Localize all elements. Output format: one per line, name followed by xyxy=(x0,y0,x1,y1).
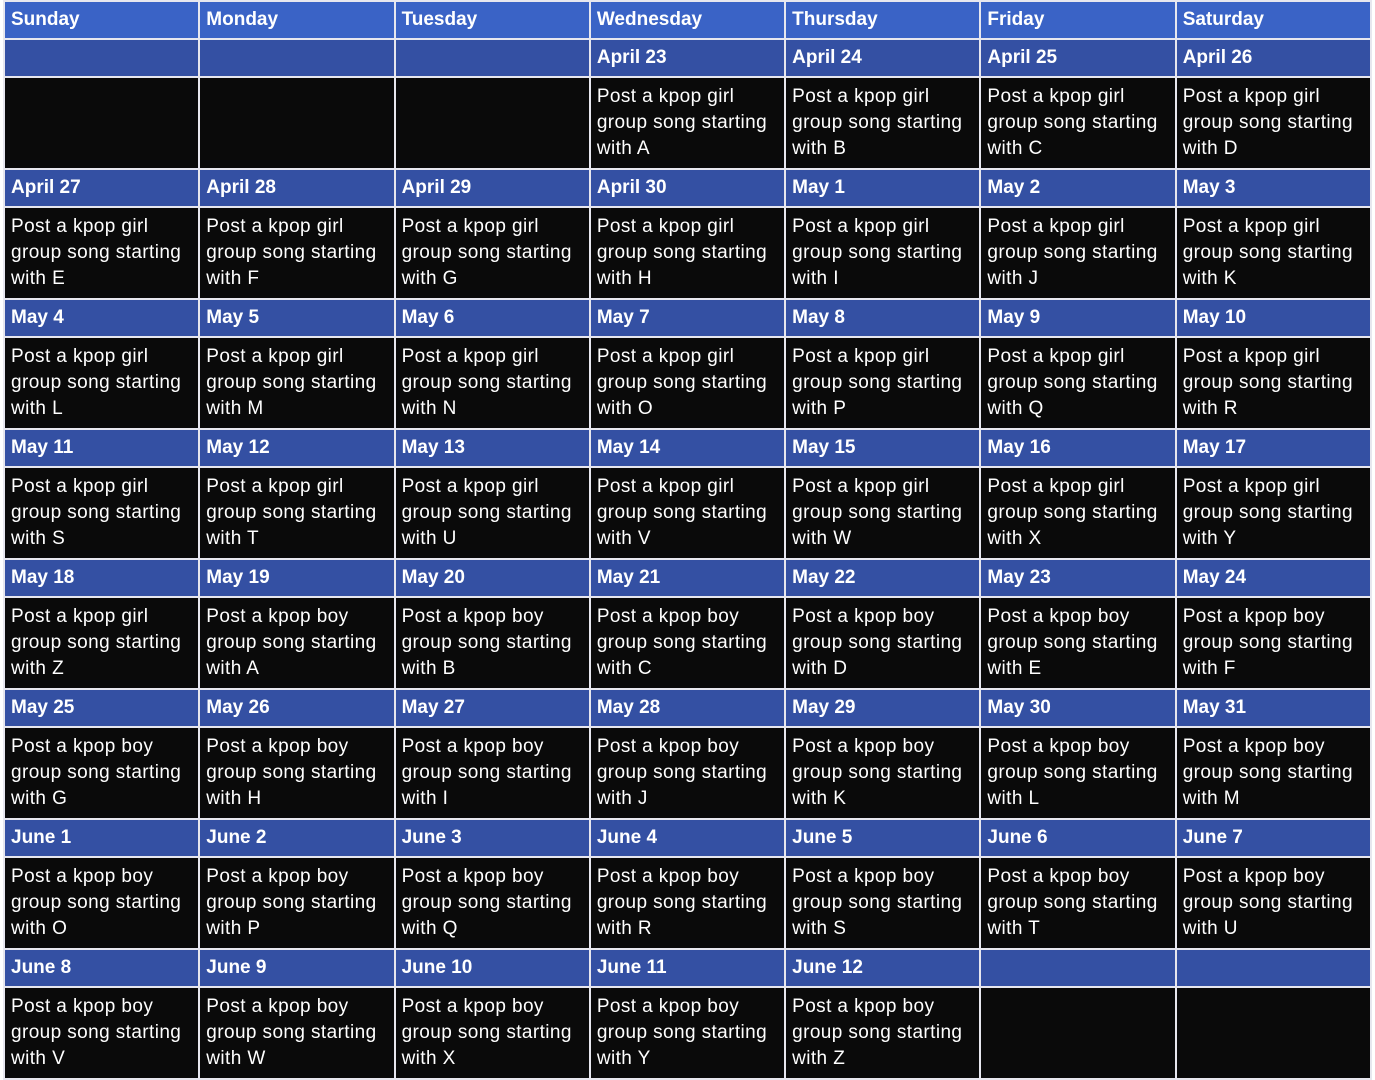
task-text: Post a kpop girl group song starting with C xyxy=(987,86,1158,159)
date-label: May 12 xyxy=(199,429,394,467)
calendar-grid xyxy=(3,0,1372,1080)
day-task-cell xyxy=(980,207,1175,299)
day-task-cell xyxy=(590,207,785,299)
date-label: May 13 xyxy=(395,429,590,467)
task-text: Post a kpop girl group song starting with A xyxy=(596,86,768,159)
task-text: Post a kpop boy group song starting with L xyxy=(987,736,1158,809)
day-task-cell xyxy=(1176,597,1371,689)
week-task-row xyxy=(4,207,1371,299)
date-label: June 4 xyxy=(590,819,785,857)
date-label xyxy=(4,39,199,77)
date-label: May 6 xyxy=(395,299,590,337)
task-text: Post a kpop girl group song starting with I xyxy=(792,216,963,289)
week-date-row xyxy=(4,689,1371,727)
date-label: May 21 xyxy=(590,559,785,597)
task-text: Post a kpop girl group song starting with N xyxy=(401,346,572,419)
day-task-cell xyxy=(395,207,590,299)
task-text: Post a kpop girl group song starting with Q xyxy=(987,346,1158,419)
calendar-body xyxy=(4,39,1371,1079)
day-task-cell xyxy=(199,987,394,1079)
weekday-header-friday: Friday xyxy=(980,1,1175,39)
task-text: Post a kpop girl group song starting with G xyxy=(401,216,572,289)
task-text: Post a kpop girl group song starting with Z xyxy=(11,606,182,679)
week-task-row xyxy=(4,337,1371,429)
date-label: May 18 xyxy=(4,559,199,597)
task-text: Post a kpop boy group song starting with S xyxy=(792,866,963,939)
day-task-cell xyxy=(785,77,980,169)
task-text: Post a kpop girl group song starting with W xyxy=(792,476,963,549)
date-label xyxy=(980,949,1175,987)
week-date-row xyxy=(4,559,1371,597)
task-text: Post a kpop girl group song starting with T xyxy=(206,476,377,549)
day-task-cell xyxy=(590,597,785,689)
task-text: Post a kpop girl group song starting with K xyxy=(1182,216,1353,289)
day-task-cell xyxy=(1176,467,1371,559)
week-task-row xyxy=(4,467,1371,559)
task-text: Post a kpop girl group song starting with V xyxy=(596,476,768,549)
task-text: Post a kpop boy group song starting with C xyxy=(596,606,768,679)
weekday-header-sunday: Sunday xyxy=(4,1,199,39)
week-date-row xyxy=(4,169,1371,207)
day-task-cell xyxy=(785,337,980,429)
date-label: June 7 xyxy=(1176,819,1371,857)
date-label: June 5 xyxy=(785,819,980,857)
date-label: June 11 xyxy=(590,949,785,987)
task-text: Post a kpop girl group song starting with S xyxy=(11,476,182,549)
week-date-row xyxy=(4,949,1371,987)
day-task-cell xyxy=(785,467,980,559)
day-task-cell xyxy=(199,597,394,689)
task-text: Post a kpop boy group song starting with J xyxy=(596,736,768,809)
date-label: April 30 xyxy=(590,169,785,207)
week-date-row xyxy=(4,819,1371,857)
task-text: Post a kpop girl group song starting with D xyxy=(1182,86,1353,159)
task-text: Post a kpop boy group song starting with B xyxy=(401,606,572,679)
date-label: May 22 xyxy=(785,559,980,597)
day-task-cell xyxy=(785,987,980,1079)
day-task-cell xyxy=(4,597,199,689)
week-date-row xyxy=(4,39,1371,77)
task-text: Post a kpop boy group song starting with A xyxy=(206,606,377,679)
task-text: Post a kpop boy group song starting with H xyxy=(206,736,377,809)
day-task-cell xyxy=(1176,207,1371,299)
week-date-row xyxy=(4,429,1371,467)
day-task-cell xyxy=(4,857,199,949)
date-label: May 11 xyxy=(4,429,199,467)
date-label: May 25 xyxy=(4,689,199,727)
task-text: Post a kpop boy group song starting with X xyxy=(401,996,572,1069)
date-label: June 6 xyxy=(980,819,1175,857)
day-task-cell xyxy=(4,77,199,169)
date-label: June 2 xyxy=(199,819,394,857)
date-label: May 29 xyxy=(785,689,980,727)
task-text: Post a kpop girl group song starting with H xyxy=(596,216,768,289)
day-task-cell xyxy=(785,727,980,819)
task-text: Post a kpop girl group song starting with U xyxy=(401,476,572,549)
task-text: Post a kpop girl group song starting with Y xyxy=(1182,476,1353,549)
day-task-cell xyxy=(4,727,199,819)
date-label: May 19 xyxy=(199,559,394,597)
task-text: Post a kpop boy group song starting with E xyxy=(987,606,1158,679)
task-text: Post a kpop boy group song starting with O xyxy=(11,866,182,939)
date-label: May 4 xyxy=(4,299,199,337)
task-text: Post a kpop boy group song starting with V xyxy=(11,996,182,1069)
date-label: June 3 xyxy=(395,819,590,857)
weekday-header-monday: Monday xyxy=(199,1,394,39)
week-task-row xyxy=(4,987,1371,1079)
date-label: May 2 xyxy=(980,169,1175,207)
day-task-cell xyxy=(199,857,394,949)
date-label: May 10 xyxy=(1176,299,1371,337)
weekday-header-thursday: Thursday xyxy=(785,1,980,39)
day-task-cell xyxy=(4,207,199,299)
day-task-cell xyxy=(590,857,785,949)
date-label: May 17 xyxy=(1176,429,1371,467)
task-text: Post a kpop girl group song starting with E xyxy=(11,216,182,289)
day-task-cell xyxy=(395,467,590,559)
task-text: Post a kpop boy group song starting with Q xyxy=(401,866,572,939)
week-task-row xyxy=(4,857,1371,949)
day-task-cell xyxy=(1176,857,1371,949)
day-task-cell xyxy=(1176,987,1371,1079)
day-task-cell xyxy=(395,337,590,429)
task-text: Post a kpop girl group song starting with X xyxy=(987,476,1158,549)
date-label: June 1 xyxy=(4,819,199,857)
task-text: Post a kpop girl group song starting with B xyxy=(792,86,963,159)
day-task-cell xyxy=(980,467,1175,559)
task-text: Post a kpop boy group song starting with R xyxy=(596,866,768,939)
task-text: Post a kpop boy group song starting with W xyxy=(206,996,377,1069)
day-task-cell xyxy=(199,77,394,169)
date-label: May 24 xyxy=(1176,559,1371,597)
date-label: May 30 xyxy=(980,689,1175,727)
day-task-cell xyxy=(1176,727,1371,819)
date-label: April 27 xyxy=(4,169,199,207)
date-label: May 27 xyxy=(395,689,590,727)
day-task-cell xyxy=(395,987,590,1079)
weekday-header-tuesday: Tuesday xyxy=(395,1,590,39)
task-text: Post a kpop boy group song starting with I xyxy=(401,736,572,809)
task-text: Post a kpop boy group song starting with G xyxy=(11,736,182,809)
date-label: June 10 xyxy=(395,949,590,987)
day-task-cell xyxy=(785,207,980,299)
day-task-cell xyxy=(395,857,590,949)
task-text: Post a kpop boy group song starting with F xyxy=(1182,606,1353,679)
day-task-cell xyxy=(395,727,590,819)
day-task-cell xyxy=(395,77,590,169)
task-text: Post a kpop girl group song starting with F xyxy=(206,216,377,289)
task-text: Post a kpop girl group song starting with O xyxy=(596,346,768,419)
date-label: May 3 xyxy=(1176,169,1371,207)
date-label: May 31 xyxy=(1176,689,1371,727)
date-label: May 5 xyxy=(199,299,394,337)
day-task-cell xyxy=(4,337,199,429)
day-task-cell xyxy=(590,337,785,429)
week-date-row xyxy=(4,299,1371,337)
week-task-row xyxy=(4,77,1371,169)
date-label: May 23 xyxy=(980,559,1175,597)
date-label xyxy=(395,39,590,77)
task-text: Post a kpop girl group song starting with L xyxy=(11,346,182,419)
task-text: Post a kpop girl group song starting with R xyxy=(1182,346,1353,419)
day-task-cell xyxy=(980,727,1175,819)
day-task-cell xyxy=(590,77,785,169)
date-label: May 8 xyxy=(785,299,980,337)
date-label: May 26 xyxy=(199,689,394,727)
day-task-cell xyxy=(980,337,1175,429)
date-label: May 28 xyxy=(590,689,785,727)
task-text: Post a kpop girl group song starting with M xyxy=(206,346,377,419)
day-task-cell xyxy=(199,337,394,429)
date-label: May 9 xyxy=(980,299,1175,337)
day-task-cell xyxy=(590,467,785,559)
day-task-cell xyxy=(199,727,394,819)
day-task-cell xyxy=(4,467,199,559)
task-text: Post a kpop boy group song starting with Z xyxy=(792,996,963,1069)
day-task-cell xyxy=(1176,337,1371,429)
date-label: June 9 xyxy=(199,949,394,987)
weekday-header-wednesday: Wednesday xyxy=(590,1,785,39)
date-label: April 29 xyxy=(395,169,590,207)
day-task-cell xyxy=(980,597,1175,689)
date-label: May 1 xyxy=(785,169,980,207)
day-task-cell xyxy=(590,727,785,819)
date-label: May 7 xyxy=(590,299,785,337)
date-label xyxy=(199,39,394,77)
task-text: Post a kpop boy group song starting with M xyxy=(1182,736,1353,809)
day-task-cell xyxy=(785,597,980,689)
day-task-cell xyxy=(590,987,785,1079)
task-text: Post a kpop boy group song starting with Y xyxy=(596,996,768,1069)
date-label: June 8 xyxy=(4,949,199,987)
task-text: Post a kpop boy group song starting with D xyxy=(792,606,963,679)
date-label: April 25 xyxy=(980,39,1175,77)
date-label: June 12 xyxy=(785,949,980,987)
day-task-cell xyxy=(980,77,1175,169)
day-task-cell xyxy=(980,857,1175,949)
date-label: April 23 xyxy=(590,39,785,77)
task-text: Post a kpop boy group song starting with P xyxy=(206,866,377,939)
weekday-header-saturday: Saturday xyxy=(1176,1,1371,39)
date-label: May 14 xyxy=(590,429,785,467)
day-task-cell xyxy=(395,597,590,689)
task-text: Post a kpop boy group song starting with K xyxy=(792,736,963,809)
task-text: Post a kpop boy group song starting with T xyxy=(987,866,1158,939)
task-text: Post a kpop boy group song starting with U xyxy=(1182,866,1353,939)
date-label xyxy=(1176,949,1371,987)
date-label: April 28 xyxy=(199,169,394,207)
date-label: April 24 xyxy=(785,39,980,77)
day-task-cell xyxy=(785,857,980,949)
date-label: May 16 xyxy=(980,429,1175,467)
date-label: May 15 xyxy=(785,429,980,467)
day-task-cell xyxy=(4,987,199,1079)
day-task-cell xyxy=(980,987,1175,1079)
weekday-header-row xyxy=(4,1,1371,39)
task-text: Post a kpop girl group song starting with P xyxy=(792,346,963,419)
week-task-row xyxy=(4,727,1371,819)
day-task-cell xyxy=(199,467,394,559)
task-text: Post a kpop girl group song starting with J xyxy=(987,216,1158,289)
week-task-row xyxy=(4,597,1371,689)
date-label: May 20 xyxy=(395,559,590,597)
date-label: April 26 xyxy=(1176,39,1371,77)
day-task-cell xyxy=(199,207,394,299)
day-task-cell xyxy=(1176,77,1371,169)
